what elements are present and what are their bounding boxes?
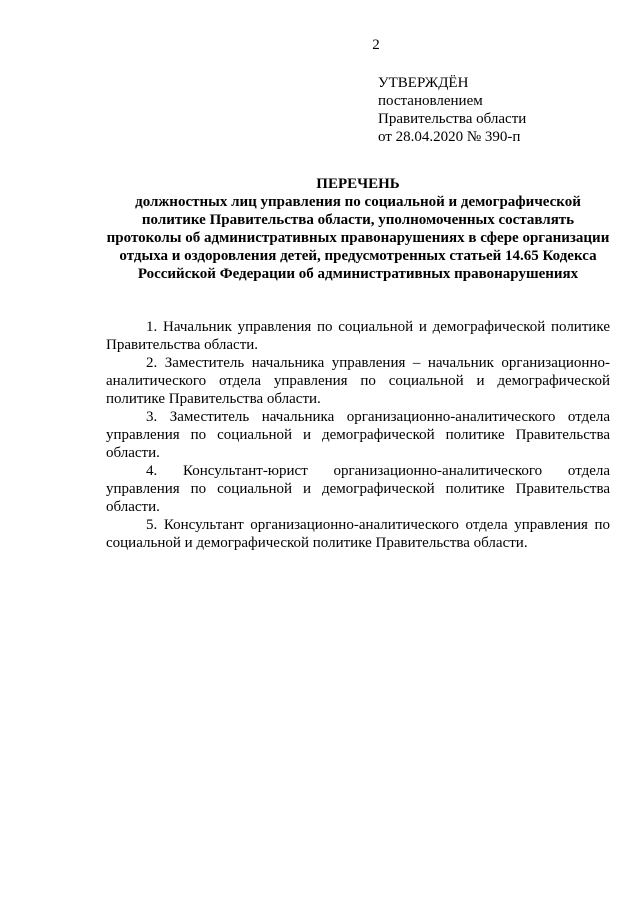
approval-title: УТВЕРЖДЁН [378,75,469,91]
page-number: 2 [372,37,380,53]
list-item: 2. Заместитель начальника управления – начальник организационно-аналитического отдела управления по социальной и демографической политике Правительства области. [106,355,610,407]
approval-stamp [378,74,618,146]
list-item: 4. Консультант-юрист организационно-аналитического отдела управления по социальной и демографической политике Правительства области. [106,463,610,515]
list-item: 3. Заместитель начальника организационно-аналитического отдела управления по социальной и демографической политике Правительства области. [106,409,610,461]
list-item: 5. Консультант организационно-аналитического отдела управления по социальной и демографической политике Правительства области. [106,517,610,551]
document-heading: ПЕРЕЧЕНЬ [316,176,400,192]
officials-list [106,318,610,552]
document-subtitle: должностных лиц управления по социальной и демографической политике Правительства области, уполномоченных составлять протоколы об административных правонарушениях в сфере организации отдыха и оздоровления детей, предусмотренных статьей 14.65 Кодекса Российской Федерации об административных правонарушениях [106,194,610,282]
list-item: 1. Начальник управления по социальной и демографической политике Правительства области. [106,319,610,353]
approval-by: постановлением [378,93,483,109]
document-title [106,175,610,283]
approval-date-number: от 28.04.2020 № 390-п [378,129,521,145]
approval-authority: Правительства области [378,111,527,127]
